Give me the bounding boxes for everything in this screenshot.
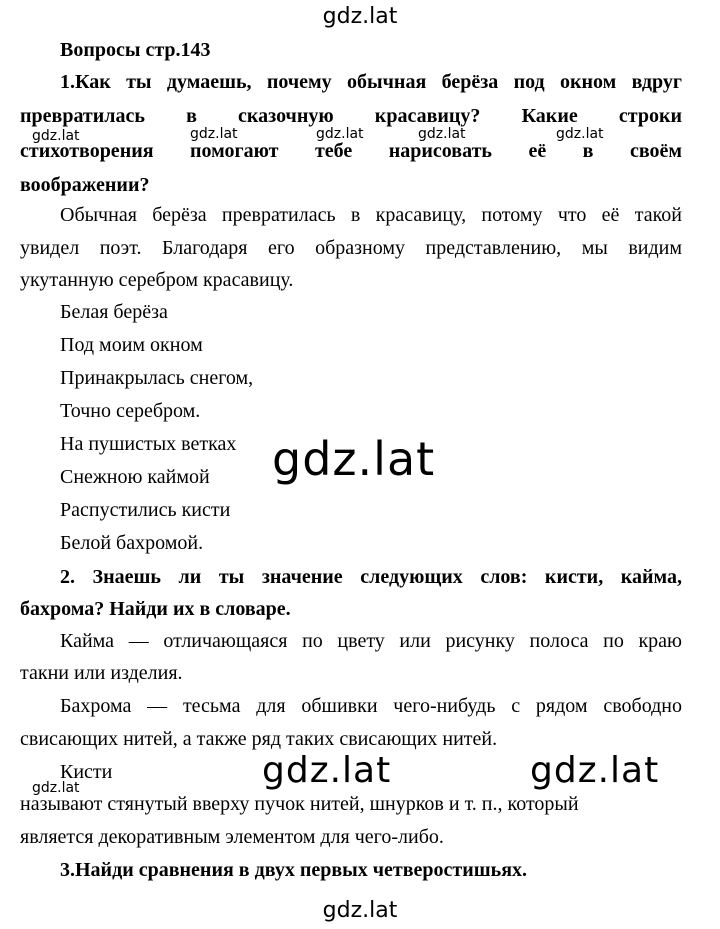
- q2-line-2: бахрома? Найди их в словаре.: [20, 598, 291, 620]
- poem-line-7: Распустились кисти: [60, 499, 231, 521]
- poem-line-6: Снежною каймой: [60, 466, 210, 488]
- q1-line-4: воображении?: [20, 174, 150, 196]
- a2-kisti-word: Кисти: [60, 761, 113, 783]
- poem-line-2: Под моим окном: [60, 334, 203, 356]
- a1-line-3: укутанную серебром красавицу.: [20, 269, 294, 291]
- a2-kisti-line-1: называют стянутый вверху пучок нитей, шнурков и т. п., который: [20, 793, 579, 815]
- a2-kayma-line-2: такни или изделия.: [20, 662, 183, 684]
- poem-line-8: Белой бахромой.: [60, 532, 204, 554]
- watermark-mid-left: gdz.lat: [262, 750, 392, 791]
- poem-line-1: Белая берёза: [60, 301, 168, 323]
- poem-line-5: На пушистых ветках: [60, 433, 237, 455]
- a1-line-2: увидел поэт. Благодаря его образному представлению, мы видим: [20, 237, 682, 259]
- a2-bakhroma-line-1: Бахрома — тесьма для обшивки чего-нибудь с рядом свободно: [60, 695, 682, 717]
- q2-line-1: 2. Знаешь ли ты значение следующих слов: кисти, кайма,: [60, 566, 682, 588]
- watermark-bottom: gdz.lat: [322, 898, 398, 923]
- q1-line-3: стихотворения помогают тебе нарисовать её в своём: [20, 140, 682, 162]
- a2-bakhroma-line-2: свисающих нитей, а также ряд таких свисающих нитей.: [20, 728, 498, 750]
- q1-line-2: превратилась в сказочную красавицу? Какие строки: [20, 105, 682, 127]
- watermark-small-1: gdz.lat: [32, 128, 80, 144]
- a1-line-1: Обычная берёза превратилась в красавицу, потому что её такой: [60, 204, 682, 226]
- watermark-small-3: gdz.lat: [316, 126, 364, 142]
- q3-line: 3.Найди сравнения в двух первых четверостишьях.: [60, 859, 528, 881]
- watermark-small-4: gdz.lat: [418, 126, 466, 142]
- a2-kayma-line-1: Кайма — отличающаяся по цвету или рисунку полоса по краю: [60, 630, 682, 652]
- poem-line-3: Принакрылась снегом,: [60, 367, 254, 389]
- page-heading: Вопросы стр.143: [60, 39, 211, 61]
- poem-line-4: Точно серебром.: [60, 400, 201, 422]
- watermark-small-2: gdz.lat: [190, 126, 238, 142]
- watermark-small-6: gdz.lat: [32, 780, 80, 796]
- q1-line-1: 1.Как ты думаешь, почему обычная берёза под окном вдруг: [60, 71, 682, 93]
- watermark-small-5: gdz.lat: [556, 126, 604, 142]
- watermark-mid-right: gdz.lat: [530, 750, 660, 791]
- a2-kisti-line-2: является декоративным элементом для чего-либо.: [20, 826, 444, 848]
- watermark-center: gdz.lat: [272, 432, 436, 486]
- watermark-top: gdz.lat: [322, 4, 398, 29]
